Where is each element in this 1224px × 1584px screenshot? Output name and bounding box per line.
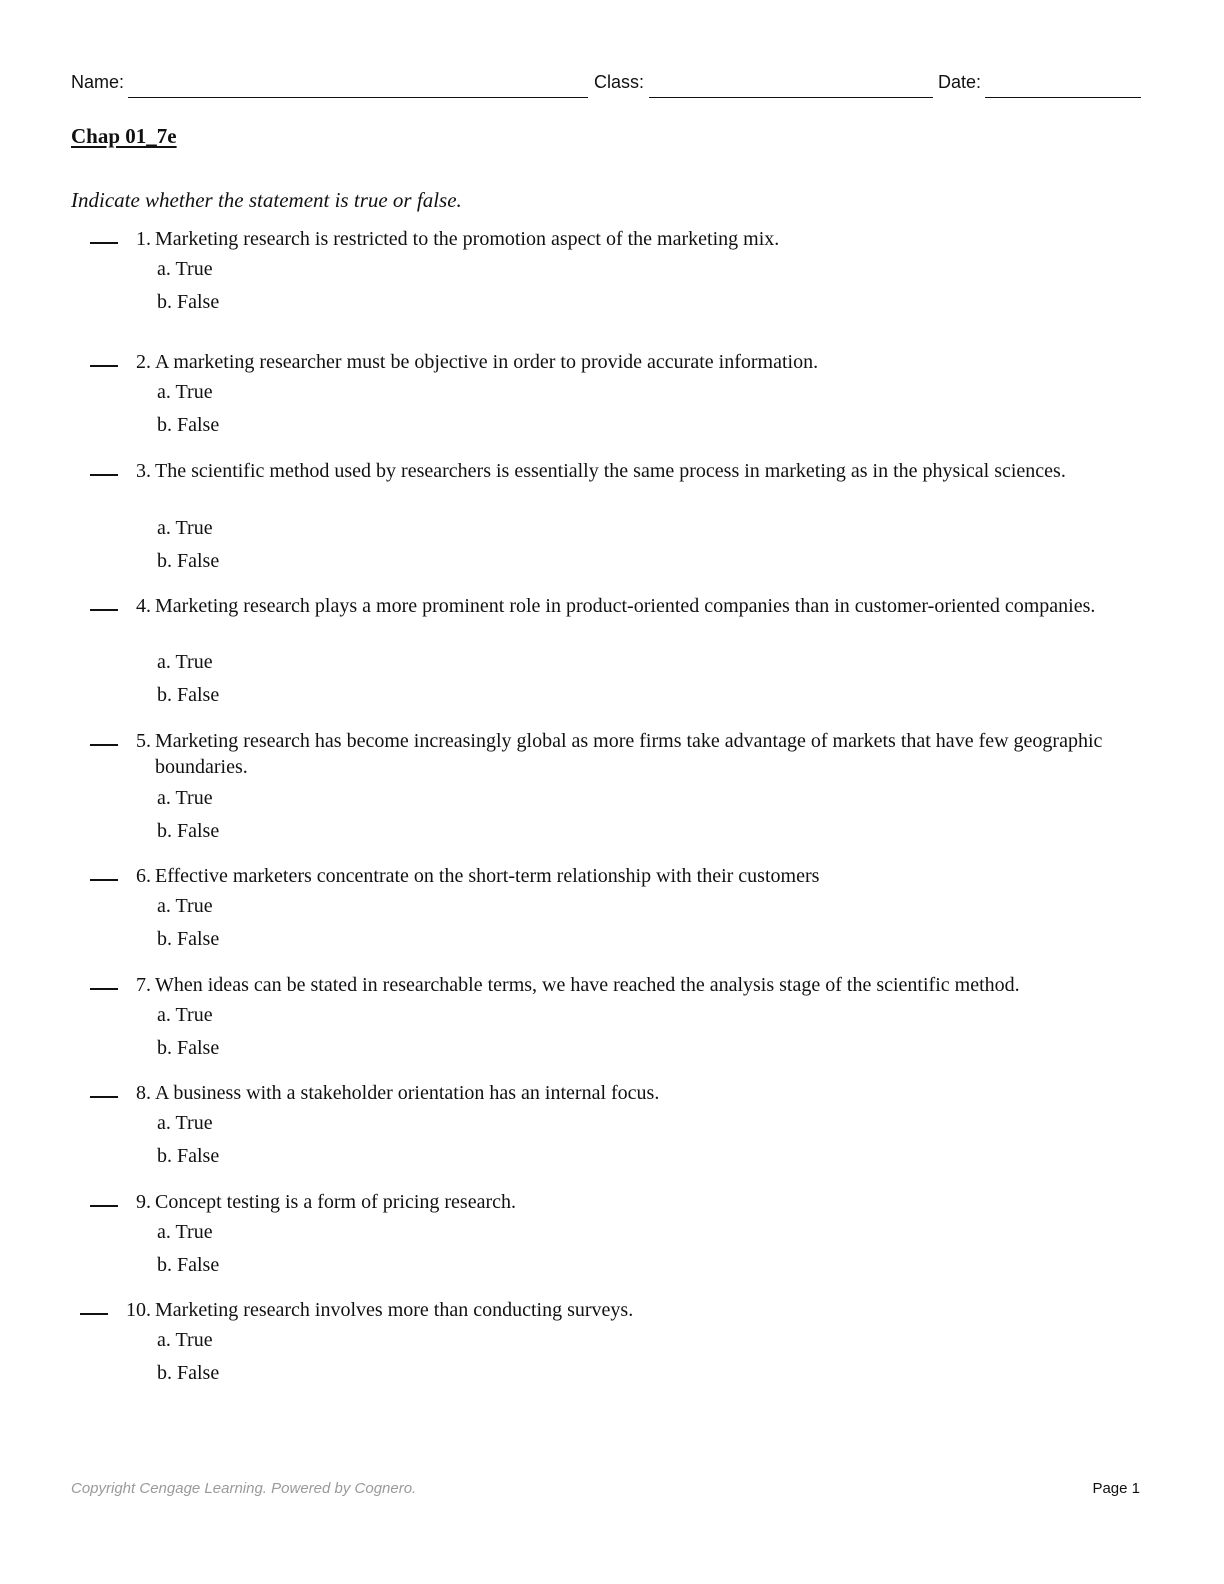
option-false: b. False [157,550,220,572]
option-true: a. True [157,895,213,917]
question-number: 10. [126,1299,151,1321]
option-true: a. True [157,1329,213,1351]
question-text: A business with a stakeholder orientation has an internal focus. [155,1082,660,1104]
option-false: b. False [157,1037,220,1059]
option-false: b. False [157,1254,220,1276]
option-false: b. False [157,928,220,950]
class-label: Class: [594,72,645,92]
option-false: b. False [157,684,220,706]
option-true: a. True [157,1112,213,1134]
option-false: b. False [157,291,220,313]
option-true: a. True [157,1221,213,1243]
option-false: b. False [157,1362,220,1384]
question-number: 8. [136,1082,151,1104]
question-number: 3. [136,460,151,482]
copyright-notice: Copyright Cengage Learning. Powered by Cognero. [71,1480,417,1497]
option-true: a. True [157,517,213,539]
option-true: a. True [157,381,213,403]
question-text: Marketing research plays a more prominent role in product-oriented companies than in customer-oriented companies. [155,595,1096,617]
date-field[interactable] [985,97,1141,98]
option-true: a. True [157,258,213,280]
question-text: A marketing researcher must be objective in order to provide accurate information. [155,351,819,373]
option-true: a. True [157,787,213,809]
option-false: b. False [157,414,220,436]
student-info-header [71,72,1141,98]
date-label: Date: [938,72,982,92]
option-false: b. False [157,820,220,842]
question-number: 7. [136,974,151,996]
name-label: Name: [71,72,125,92]
page-number: Page 1 [1092,1480,1140,1497]
instructions: Indicate whether the statement is true or false. [71,188,462,212]
question-text: Concept testing is a form of pricing research. [155,1191,516,1213]
question-text: Effective marketers concentrate on the short-term relationship with their customers [155,865,820,887]
question-number: 9. [136,1191,151,1213]
question-text: The scientific method used by researchers is essentially the same process in marketing as in the physical sciences. [155,460,1066,482]
question-number: 5. [136,730,151,752]
question-text: When ideas can be stated in researchable terms, we have reached the analysis stage of the scientific method. [155,974,1020,996]
page-title: Chap 01_7e [71,124,177,148]
question-number: 6. [136,865,151,887]
question-text: Marketing research has become increasingly global as more firms take advantage of markets that have few geographic boundaries. [155,730,1103,778]
option-false: b. False [157,1145,220,1167]
question-number: 2. [136,351,151,373]
question-text: Marketing research is restricted to the promotion aspect of the marketing mix. [155,228,780,250]
option-true: a. True [157,1004,213,1026]
question-number: 4. [136,595,151,617]
name-field[interactable] [128,97,588,98]
question-number: 1. [136,228,151,250]
answer-blank[interactable] [80,1313,108,1315]
question-text: Marketing research involves more than conducting surveys. [155,1299,634,1321]
option-true: a. True [157,651,213,673]
class-field[interactable] [649,97,933,98]
